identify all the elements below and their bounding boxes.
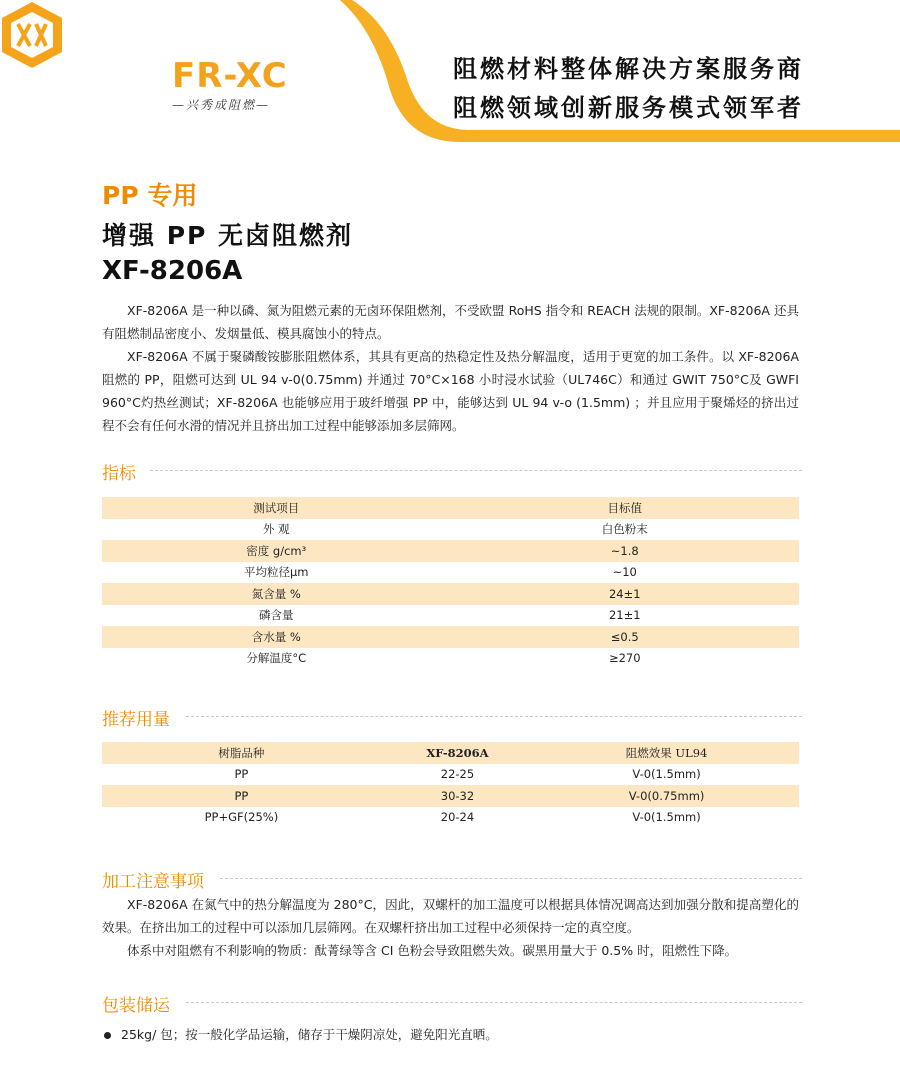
table-row <box>102 807 799 829</box>
table-cell: ≥270 <box>608 651 641 666</box>
section-divider <box>220 878 802 879</box>
section-title-processing: 加工注意事项 <box>102 872 204 892</box>
table-cell: 30-32 <box>381 785 534 807</box>
brand-name: FR-XC <box>172 56 288 96</box>
table-header-cell: 树脂品种 <box>102 742 381 764</box>
table-cell: PP <box>102 785 381 807</box>
table-row <box>102 605 799 627</box>
table-cell: 24±1 <box>451 583 800 605</box>
table-cell: ~10 <box>612 565 637 580</box>
table-row <box>102 785 799 807</box>
table-cell: ≤0.5 <box>451 626 800 648</box>
processing-paragraph-1: XF-8206A 在氮气中的热分解温度为 280°C，因此，双螺杆的加工温度可以根据具体情况调高达到加强分散和提高塑化的效果。在挤出加工的过程中可以添加几层筛网。在双螺杆挤出加工过程中必须保持一定的真空度。 <box>102 897 799 935</box>
table-cell: 外 观 <box>262 522 290 537</box>
table-cell: 氮含量 % <box>102 583 451 605</box>
table-cell: 含水量 % <box>102 626 451 648</box>
table-row <box>102 519 799 541</box>
table-cell: ~1.8 <box>451 540 800 562</box>
product-title: 增强 PP 无卤阻燃剂 <box>102 221 354 250</box>
table-cell: PP <box>234 767 249 782</box>
table-cell: 22-25 <box>440 767 475 782</box>
table-header-cell: 目标值 <box>451 497 800 519</box>
bullet-icon <box>104 1032 111 1039</box>
table-header-cell: 测试项目 <box>102 497 451 519</box>
table-cell: 密度 g/cm³ <box>102 540 451 562</box>
intro-paragraph-2: XF-8206A 不属于聚磷酸铵膨胀阻燃体系，其具有更高的热稳定性及热分解温度，适用于更宽的加工条件。以 XF-8206A 阻燃的 PP，阻燃可达到 UL 94 v-0(0.75mm) 并通过 70°C×168 小时浸水试验（UL746C）和通过 GWIT 750°C及 GWFI 960°C灼热丝测试；XF-8206A 也能够应用于玻纤增强 PP 中，能够达到 UL 94 v-o (1.5mm) ；并且应用于聚烯烃的挤出过程不会有任何水滑的情况并且挤出加工过程中能够添加多层筛网。 <box>102 349 799 433</box>
section-divider <box>150 470 802 471</box>
product-category: PP 专用 <box>102 181 198 210</box>
table-cell: 分解温度°C <box>246 651 307 666</box>
header-banner <box>0 0 900 160</box>
intro-paragraph-1: XF-8206A 是一种以磷、氮为阻燃元素的无卤环保阻燃剂，不受欧盟 RoHS 指令和 REACH 法规的限制。XF-8206A 还具有阻燃制品密度小、发烟量低、模具腐蚀小的特点。 <box>102 303 799 341</box>
packaging-item: 25kg/ 包；按一般化学品运输，储存于干燥阴凉处，避免阳光直晒。 <box>104 1025 498 1043</box>
table-cell: 磷含量 <box>259 608 294 623</box>
brand-logo-icon <box>0 0 64 70</box>
table-cell: V-0(1.5mm) <box>632 767 701 782</box>
section-divider <box>186 716 802 717</box>
table-cell: V-0(1.5mm) <box>632 810 701 825</box>
table-cell: 平均粒径μm <box>243 565 309 580</box>
section-title-dosage: 推荐用量 <box>102 710 170 730</box>
table-row <box>102 583 799 605</box>
section-divider <box>186 1002 802 1003</box>
processing-paragraph-2: 体系中对阻燃有不利影响的物质：酞菁绿等含 CI 色粉会导致阻燃失效。碳黑用量大于 0.5% 时，阻燃性下降。 <box>127 943 738 958</box>
table-cell: PP+GF(25%) <box>204 810 279 825</box>
tagline-2: 阻燃领域创新服务模式领军者 <box>453 94 804 122</box>
table-row <box>102 540 799 562</box>
table-cell: 白色粉末 <box>601 522 648 537</box>
tagline-1: 阻燃材料整体解决方案服务商 <box>453 55 804 83</box>
table-cell: 20-24 <box>440 810 475 825</box>
brand-slogan: —兴秀成阻燃— <box>172 98 271 112</box>
table-row <box>102 764 799 786</box>
table-header-row <box>102 497 799 519</box>
table-header-cell: 阻燃效果 UL94 <box>534 742 799 764</box>
table-row <box>102 562 799 584</box>
table-row <box>102 626 799 648</box>
section-title-specs: 指标 <box>102 464 136 484</box>
table-header-row <box>102 742 799 764</box>
table-header-cell: XF-8206A <box>381 742 534 764</box>
table-cell: 21±1 <box>608 608 641 623</box>
section-title-packaging: 包装储运 <box>102 996 170 1016</box>
spec-table <box>102 497 799 669</box>
dosage-table <box>102 742 799 828</box>
table-cell: V-0(0.75mm) <box>534 785 799 807</box>
table-row <box>102 648 799 670</box>
product-model: XF-8206A <box>102 256 243 286</box>
